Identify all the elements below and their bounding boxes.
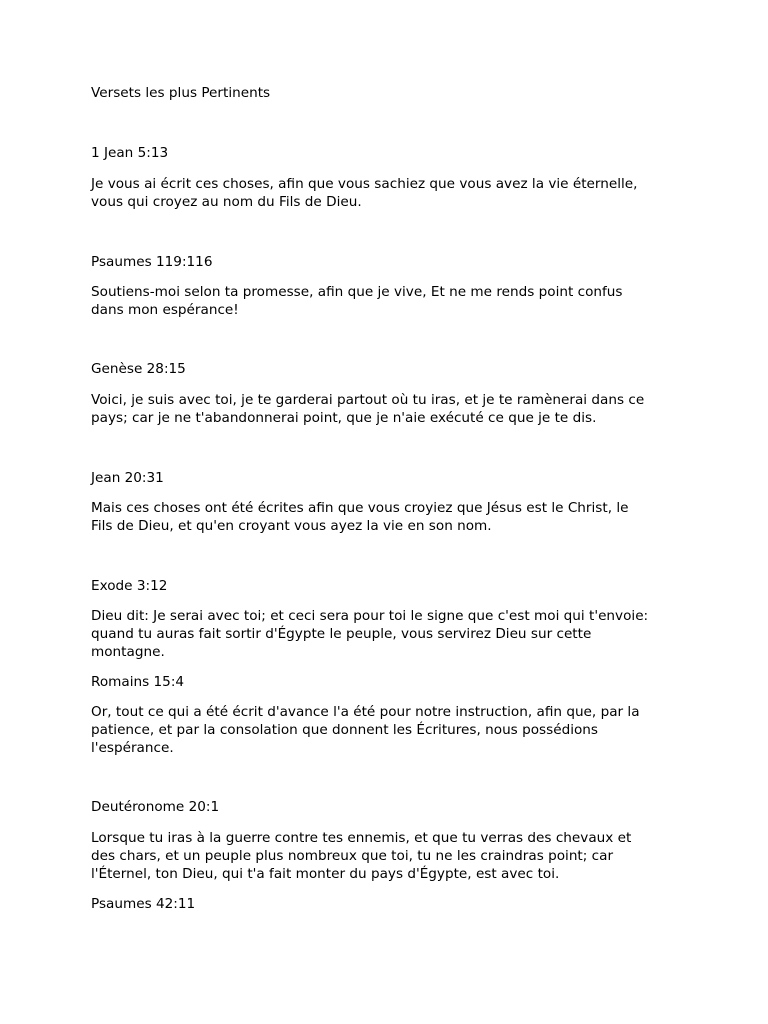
document-page <box>91 0 691 1024</box>
verse-reference: Genèse 28:15 <box>91 361 186 377</box>
verse-reference: Psaumes 119:116 <box>91 254 213 270</box>
verse-reference: 1 Jean 5:13 <box>91 145 169 161</box>
verse-text-line: Mais ces choses ont été écrites afin que vous croyiez que Jésus est le Christ, le <box>91 500 629 516</box>
document-title: Versets les plus Pertinents <box>91 85 271 101</box>
verse-text-line: Or, tout ce qui a été écrit d'avance l'a été pour notre instruction, afin que, par la <box>91 704 640 720</box>
verse-text-line: patience, et par la consolation que donnent les Écritures, nous possédions <box>91 722 598 738</box>
verse-text-line: montagne. <box>91 644 165 660</box>
verse-reference: Exode 3:12 <box>91 578 168 594</box>
verse-text-line: quand tu auras fait sortir d'Égypte le peuple, vous servirez Dieu sur cette <box>91 626 592 642</box>
verse-text-line: l'Éternel, ton Dieu, qui t'a fait monter du pays d'Égypte, est avec toi. <box>91 866 560 882</box>
verse-reference: Romains 15:4 <box>91 674 185 690</box>
verse-text-line: Fils de Dieu, et qu'en croyant vous ayez la vie en son nom. <box>91 518 492 534</box>
verse-text-line: Soutiens-moi selon ta promesse, afin que je vive, Et ne me rends point confus <box>91 284 623 300</box>
verse-text-line: vous qui croyez au nom du Fils de Dieu. <box>91 194 362 210</box>
verse-text-line: l'espérance. <box>91 740 174 756</box>
verse-text-line: pays; car je ne t'abandonnerai point, que je n'aie exécuté ce que je te dis. <box>91 410 597 426</box>
verse-text-line: des chars, et un peuple plus nombreux que toi, tu ne les craindras point; car <box>91 848 614 864</box>
verse-reference: Jean 20:31 <box>91 470 164 486</box>
verse-text-line: dans mon espérance! <box>91 302 239 318</box>
verse-reference: Deutéronome 20:1 <box>91 799 220 815</box>
verse-text-line: Dieu dit: Je serai avec toi; et ceci sera pour toi le signe que c'est moi qui t'envoie: <box>91 608 649 624</box>
verse-text-line: Lorsque tu iras à la guerre contre tes ennemis, et que tu verras des chevaux et <box>91 830 632 846</box>
verse-text-line: Voici, je suis avec toi, je te garderai partout où tu iras, et je te ramènerai dans ce <box>91 392 645 408</box>
verse-text-line: Je vous ai écrit ces choses, afin que vous sachiez que vous avez la vie éternelle, <box>91 176 638 192</box>
verse-reference: Psaumes 42:11 <box>91 896 196 912</box>
